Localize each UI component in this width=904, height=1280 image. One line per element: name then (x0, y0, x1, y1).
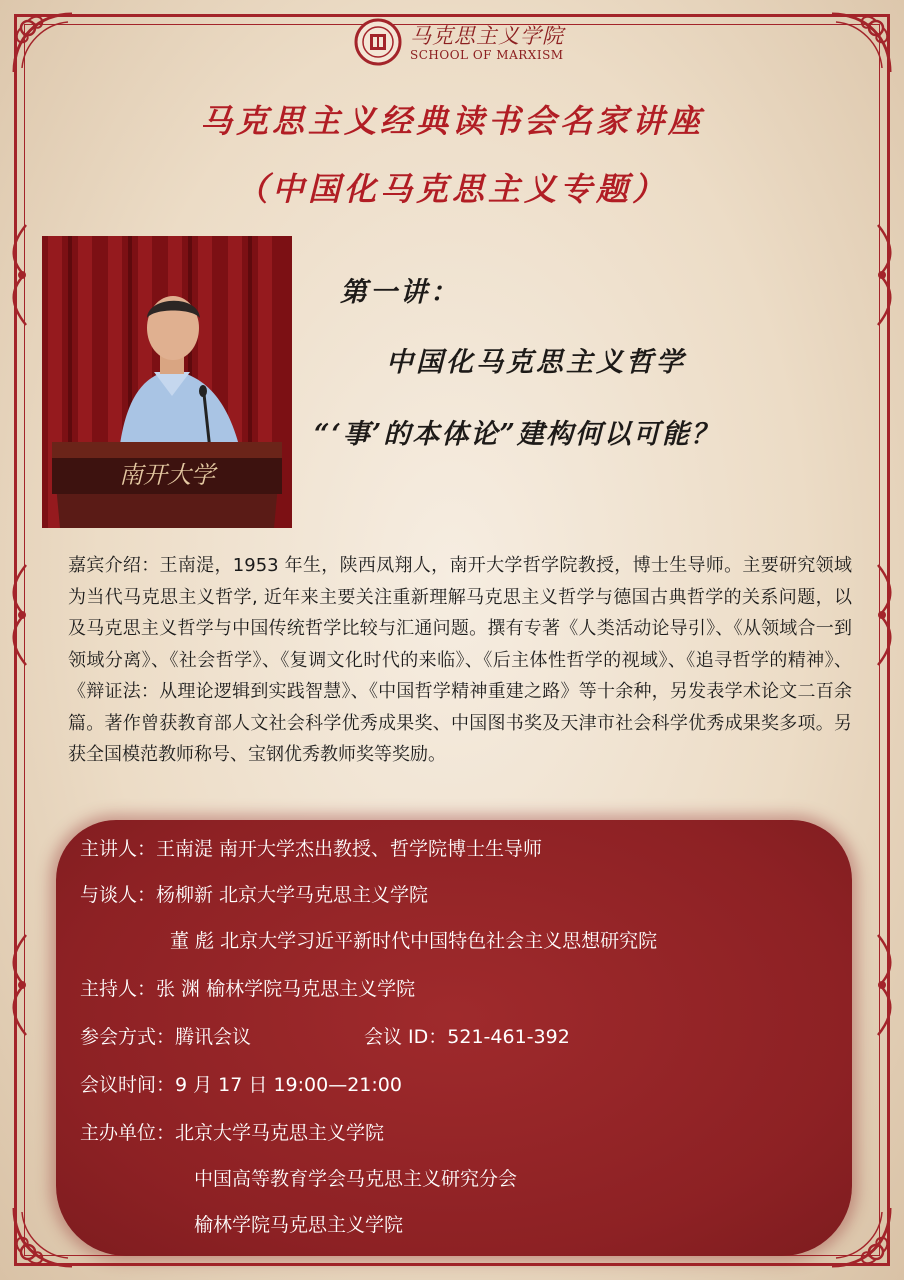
lecture-title-line1: 中国化马克思主义哲学 (386, 347, 686, 378)
meeting-id: 会议 ID：521-461-392 (364, 1026, 570, 1048)
side-ornament-icon (6, 560, 32, 670)
discussant-row-2 (170, 926, 657, 953)
organizer-row (80, 1118, 384, 1145)
poster-title: 马克思主义经典读书会名家讲座 (199, 102, 704, 140)
time-row (80, 1070, 402, 1097)
speaker-row (80, 834, 542, 861)
side-ornament-icon (872, 930, 898, 1040)
side-ornament-icon (6, 220, 32, 330)
school-logo (354, 14, 564, 70)
lecture-title-line2: “‘事’的本体论”建构何以可能？ (314, 419, 720, 450)
guest-introduction: 嘉宾介绍：王南湜，1953 年生，陕西凤翔人，南开大学哲学院教授，博士生导师。主要研究领域为当代马克思主义哲学, 近年来主要关注重新理解马克思主义哲学与德国古典哲学的关系问题，以及马克思主义哲学与中国传统哲学比较与汇通问题。撰有专著《人类活动论导引》、《从领域合一到领域分离》、《社会哲学》、《复调文化时代的来临》、《后主体性哲学的视域》、《追寻哲学的精神》、《辩证法：从理论逻辑到实践智慧》、《中国哲学精神重建之路》等十余种，另发表学术论文二百余篇。著作曾获教育部人文社会科学优秀成果奖、中国图书奖及天津市社会科学优秀成果奖多项。另获全国模范教师称号、宝钢优秀教师奖等奖励。 (68, 555, 852, 765)
discussant-row (80, 880, 428, 907)
side-ornament-icon (6, 930, 32, 1040)
organizer-label: 主办单位： (80, 1122, 176, 1144)
event-info-panel (56, 820, 852, 1256)
host-label: 主持人： (80, 978, 157, 1000)
discussant-label: 与谈人： (80, 884, 157, 906)
method-value: 腾讯会议 (175, 1026, 252, 1048)
organizer-value-3: 榆林学院马克思主义学院 (194, 1214, 404, 1236)
side-ornament-icon (872, 560, 898, 670)
organizer-value-1: 北京大学马克思主义学院 (175, 1122, 385, 1144)
speaker-value: 王南湜 南开大学杰出教授、哲学院博士生导师 (156, 838, 543, 860)
lecture-number: 第一讲： (340, 277, 460, 308)
time-value: 9 月 17 日 19:00—21:00 (175, 1074, 402, 1096)
speaker-photo (42, 236, 292, 528)
host-row (80, 974, 415, 1001)
corner-ornament-icon (8, 8, 78, 78)
corner-ornament-icon (826, 8, 896, 78)
speaker-label: 主讲人： (80, 838, 157, 860)
poster-subtitle: （中国化马克思主义专题） (235, 170, 668, 208)
method-row (80, 1022, 251, 1049)
method-label: 参会方式： (80, 1026, 176, 1048)
host-value: 张 渊 榆林学院马克思主义学院 (156, 978, 416, 1000)
school-name-cn: 马克思主义学院 (410, 24, 564, 48)
podium-label: 南开大学 (119, 461, 215, 489)
discussant-value-2: 董 彪 北京大学习近平新时代中国特色社会主义思想研究院 (170, 930, 658, 952)
university-seal-icon (354, 18, 402, 66)
side-ornament-icon (872, 220, 898, 330)
organizer-value-2: 中国高等教育学会马克思主义研究分会 (194, 1168, 518, 1190)
discussant-value-1: 杨柳新 北京大学马克思主义学院 (156, 884, 429, 906)
time-label: 会议时间： (80, 1074, 176, 1096)
school-name-en: SCHOOL OF MARXISM (410, 48, 564, 62)
